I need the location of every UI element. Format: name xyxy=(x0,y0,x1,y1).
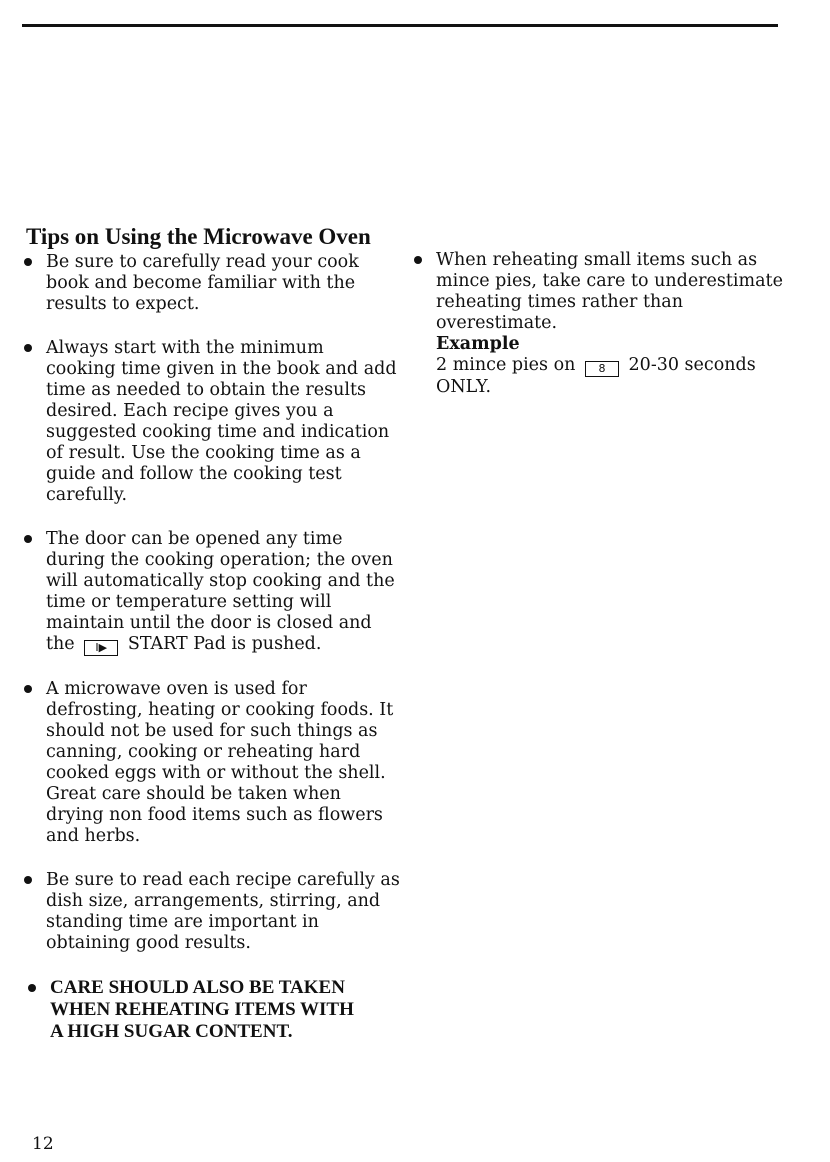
bullet-icon xyxy=(24,535,32,543)
power-level-pad-icon: 8 xyxy=(585,361,619,377)
bullet-icon xyxy=(24,344,32,352)
tip-reheating-small-items: When reheating small items such as mince pies, take care to underestimate reheating times rather than overestimate. Example 2 mince pies on 8 20-30 seconds ONLY. xyxy=(410,250,790,398)
example-label: Example xyxy=(436,334,520,354)
bullet-icon xyxy=(24,258,32,266)
tip-sugar-warning: CARE SHOULD ALSO BE TAKEN WHEN REHEATING ITEMS WITH A HIGH SUGAR CONTENT. xyxy=(20,977,390,1043)
left-column xyxy=(20,252,400,1066)
page-title: Tips on Using the Microwave Oven xyxy=(26,224,371,249)
top-rule xyxy=(22,24,778,27)
tip-door-open: The door can be opened any time during the cooking operation; the oven will automatically stop cooking and the time or temperature setting will maintain until the door is closed and the I▶ START Pad is pushed. xyxy=(20,529,390,656)
start-pad-icon: I▶ xyxy=(84,640,118,656)
bullet-icon xyxy=(24,876,32,884)
example-line: 2 mince pies on 8 20-30 seconds xyxy=(436,355,756,375)
tip-read-cookbook: Be sure to carefully read your cook book and become familiar with the results to expect. xyxy=(20,252,390,315)
tip-minimum-time: Always start with the minimum cooking time given in the book and add time as needed to obtain the results desired. Each recipe gives you a suggested cooking time and indication of result. Use the cooking time as a guide and follow the cooking test carefully. xyxy=(20,338,390,506)
start-pad-line: the I▶ START Pad is pushed. xyxy=(46,634,322,654)
bullet-icon xyxy=(24,685,32,693)
right-column xyxy=(410,250,790,421)
tip-read-recipe: Be sure to read each recipe carefully as dish size, arrangements, stirring, and standing time are important in obtaining good results. xyxy=(20,870,390,954)
bullet-icon xyxy=(28,984,36,992)
page-number: 12 xyxy=(32,1134,54,1154)
bullet-icon xyxy=(414,256,422,264)
tip-microwave-use: A microwave oven is used for defrosting, heating or cooking foods. It should not be used for such things as canning, cooking or reheating hard cooked eggs with or without the shell. Great care should be taken when drying non food items such as flowers and herbs. xyxy=(20,679,390,847)
